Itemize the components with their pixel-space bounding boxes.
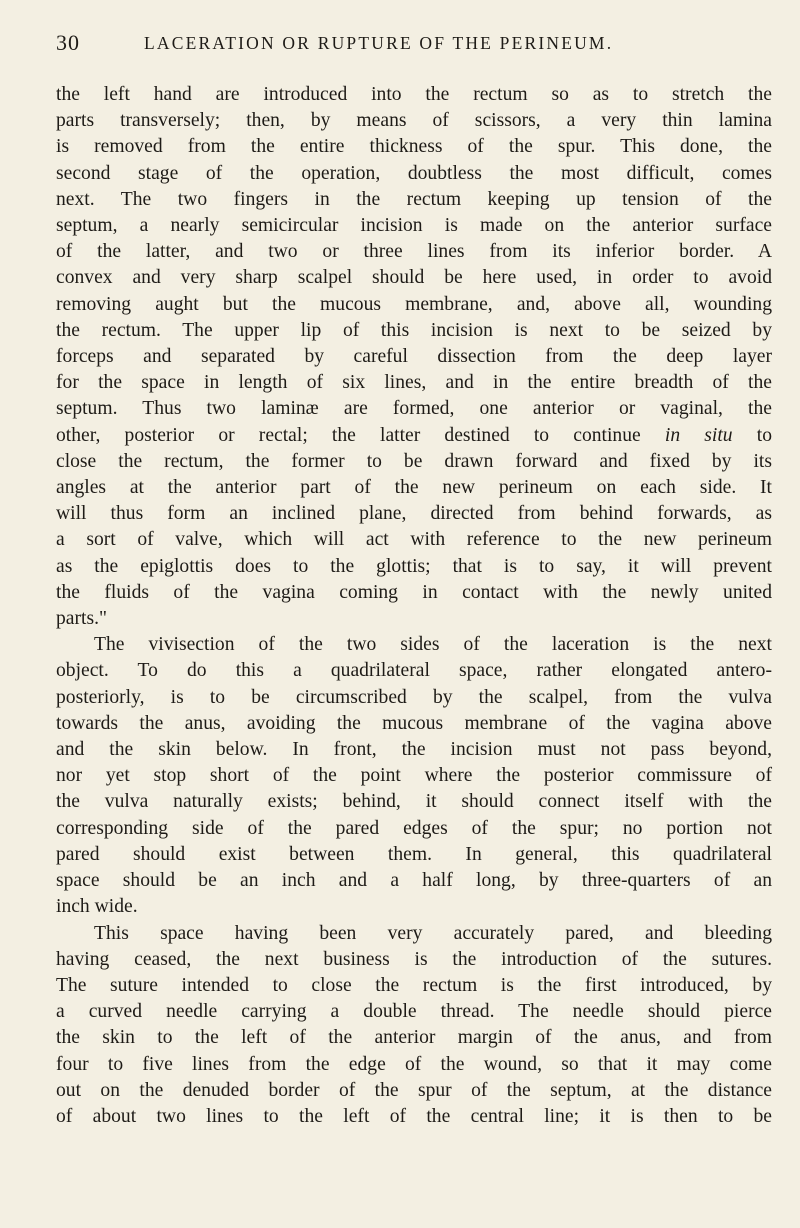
text-line: corresponding side of the pared edges of the spur; no portion not bbox=[56, 817, 772, 839]
paragraph-1 bbox=[56, 82, 772, 632]
text-line: This space having been very accurately pared, and bleeding bbox=[94, 922, 772, 944]
text-line: out on the denuded border of the spur of the septum, at the distance bbox=[56, 1079, 772, 1101]
italic-phrase: in situ bbox=[664, 424, 733, 446]
text-line: next. The two fingers in the rectum keeping up tension of the bbox=[56, 188, 772, 210]
text-line: septum. Thus two laminæ are formed, one anterior or vaginal, the bbox=[56, 398, 772, 420]
text-line: is removed from the entire thickness of the spur. This done, the bbox=[56, 136, 772, 158]
text-line: as the epiglottis does to the glottis; that is to say, it will prevent bbox=[56, 555, 772, 577]
text-line: nor yet stop short of the point where the posterior commissure of bbox=[56, 765, 772, 787]
text-line: second stage of the operation, doubtless the most difficult, comes bbox=[56, 162, 772, 184]
text-line: angles at the anterior part of the new perineum on each side. It bbox=[56, 477, 772, 499]
text-line: parts." bbox=[56, 608, 107, 630]
text-line: the skin to the left of the anterior margin of the anus, and from bbox=[56, 1027, 772, 1049]
text-line: the fluids of the vagina coming in contact with the newly united bbox=[56, 581, 772, 603]
text-line: removing aught but the mucous membrane, and, above all, wounding bbox=[56, 293, 772, 315]
text-line: septum, a nearly semicircular incision is made on the anterior surface bbox=[56, 215, 772, 237]
text-line: the left hand are introduced into the rectum so as to stretch the bbox=[56, 84, 772, 105]
text-line: close the rectum, the former to be drawn forward and fixed by its bbox=[56, 450, 772, 472]
text-line: a curved needle carrying a double thread. The needle should pierce bbox=[56, 1001, 772, 1023]
text-line: pared should exist between them. In general, this quadrilateral bbox=[56, 843, 772, 865]
text-line: four to five lines from the edge of the wound, so that it may come bbox=[56, 1053, 772, 1075]
running-head: LACERATION OR RUPTURE OF THE PERINEUM. bbox=[144, 33, 614, 53]
text-line: forceps and separated by careful dissection from the deep layer bbox=[56, 346, 772, 368]
text-line: the rectum. The upper lip of this incision is next to be seized by bbox=[56, 319, 772, 341]
text-line: space should be an inch and a half long, by three-quarters of an bbox=[56, 870, 772, 892]
text-line-with-italic bbox=[56, 423, 772, 449]
text-segment: other, posterior or rectal; the latter destined to continue bbox=[56, 424, 665, 446]
text-line: inch wide. bbox=[56, 896, 138, 918]
text-line: having ceased, the next business is the introduction of the sutures. bbox=[56, 948, 772, 970]
text-line: for the space in length of six lines, and in the entire breadth of the bbox=[56, 372, 772, 394]
text-line: convex and very sharp scalpel should be here used, in order to avoid bbox=[56, 267, 772, 289]
text-line: a sort of valve, which will act with reference to the new perineum bbox=[56, 529, 772, 551]
text-line: the vulva naturally exists; behind, it should connect itself with the bbox=[56, 791, 772, 813]
paragraph-2 bbox=[56, 632, 772, 920]
page-number: 30 bbox=[56, 30, 80, 55]
text-line: The vivisection of the two sides of the laceration is the next bbox=[94, 634, 772, 656]
text-line: The suture intended to close the rectum is the first introduced, by bbox=[56, 974, 772, 996]
text-line: towards the anus, avoiding the mucous membrane of the vagina above bbox=[56, 712, 772, 734]
page-header bbox=[56, 30, 756, 56]
text-line: object. To do this a quadrilateral space, rather elongated antero- bbox=[56, 660, 772, 682]
text-line: will thus form an inclined plane, directed from behind forwards, as bbox=[56, 503, 772, 525]
body-text bbox=[56, 82, 772, 1130]
text-line: posteriorly, is to be circumscribed by the scalpel, from the vulva bbox=[56, 686, 772, 708]
text-line: parts transversely; then, by means of scissors, a very thin lamina bbox=[56, 110, 772, 132]
text-line: and the skin below. In front, the incision must not pass beyond, bbox=[56, 739, 772, 761]
text-line: of about two lines to the left of the central line; it is then to be bbox=[56, 1105, 772, 1127]
text-line: of the latter, and two or three lines from its inferior border. A bbox=[56, 241, 772, 263]
text-segment: to bbox=[732, 424, 773, 446]
paragraph-3 bbox=[56, 921, 772, 1131]
